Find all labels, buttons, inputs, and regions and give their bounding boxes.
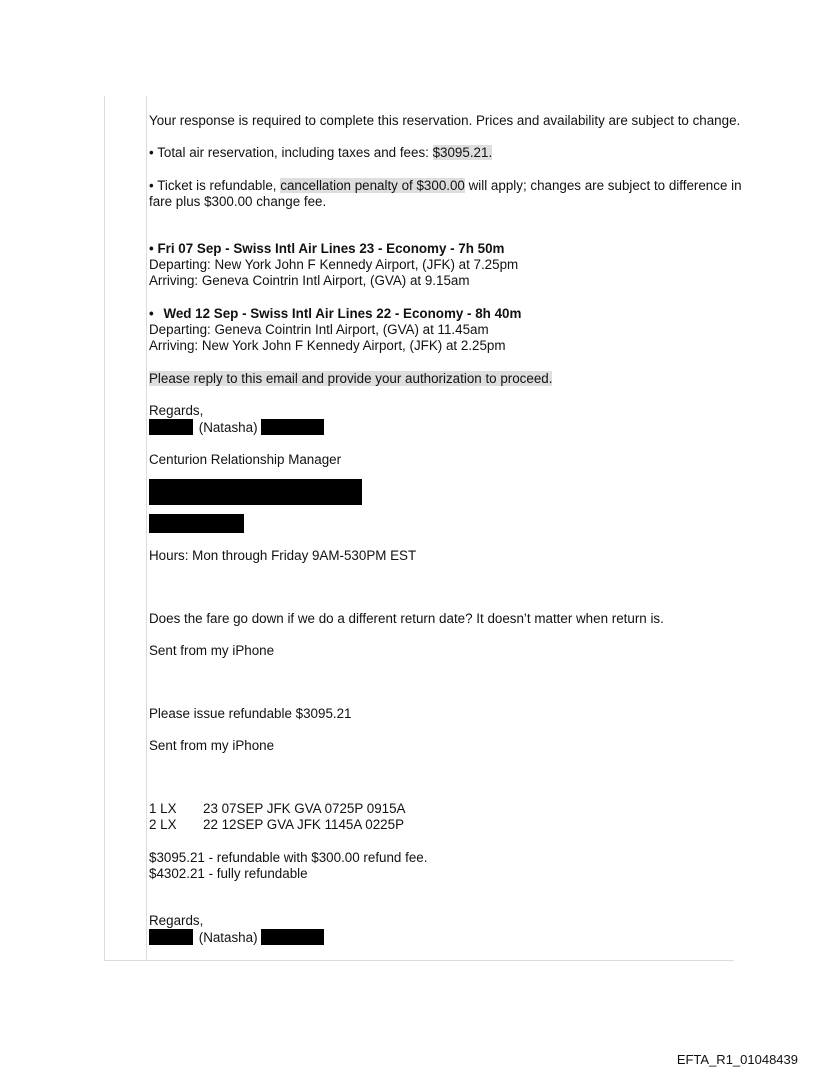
total-amount: $3095.21. <box>432 145 493 160</box>
left-border-inner <box>146 96 147 961</box>
signature-name: (Natasha) <box>198 930 258 945</box>
sent-from-iphone: Sent from my iPhone <box>149 738 275 753</box>
signature-1 <box>149 419 324 436</box>
role-title: Centurion Relationship Manager <box>149 452 342 467</box>
regards-1: Regards, <box>149 403 204 418</box>
total-label: Total air reservation, including taxes and fees: <box>157 145 433 160</box>
refund-line <box>149 178 742 194</box>
flight-arriving: Arriving: New York John F Kennedy Airport, (JFK) at 2.25pm <box>149 338 506 353</box>
refund-prefix: Ticket is refundable, <box>157 178 281 193</box>
refund-suffix: will apply; changes are subject to difference in <box>464 178 742 193</box>
itinerary-detail: 23 07SEP JFK GVA 0725P 0915A <box>203 801 406 816</box>
itinerary-detail: 22 12SEP GVA JFK 1145A 0225P <box>203 817 405 832</box>
document-id: EFTA_R1_01048439 <box>676 1052 798 1067</box>
bullet: • <box>149 145 154 160</box>
signature-2 <box>149 929 324 946</box>
sent-from-iphone: Sent from my iPhone <box>149 643 275 658</box>
issue-request: Please issue refundable $3095.21 <box>149 706 352 721</box>
redaction <box>149 419 193 435</box>
hours-text: Hours: Mon through Friday 9AM-530PM EST <box>149 548 417 563</box>
itinerary-carrier: 2 LX <box>149 817 177 832</box>
flight-departing: Departing: New York John F Kennedy Airport, (JFK) at 7.25pm <box>149 257 519 272</box>
flight-arriving: Arriving: Geneva Cointrin Intl Airport, (GVA) at 9.15am <box>149 273 470 288</box>
refund-line-2: fare plus $300.00 change fee. <box>149 194 327 209</box>
left-border-outer <box>104 96 105 961</box>
flight-departing: Departing: Geneva Cointrin Intl Airport, (GVA) at 11.45am <box>149 322 489 337</box>
flight-title-text: Fri 07 Sep - Swiss Intl Air Lines 23 - Economy - 7h 50m <box>157 241 505 256</box>
total-line <box>149 145 492 161</box>
question-text: Does the fare go down if we do a different return date? It doesn’t matter when return is. <box>149 611 664 626</box>
fare-option: $4302.21 - fully refundable <box>149 866 308 881</box>
redaction <box>149 479 362 505</box>
intro-text: Your response is required to complete this reservation. Prices and availability are subject to change. <box>149 113 741 128</box>
regards-2: Regards, <box>149 913 204 928</box>
authorization-request <box>149 371 552 387</box>
itinerary-row <box>149 801 406 817</box>
flight-title-text: Wed 12 Sep - Swiss Intl Air Lines 22 - Economy - 8h 40m <box>163 306 522 321</box>
redaction <box>261 929 324 945</box>
flight-title <box>149 306 521 322</box>
bullet: • <box>149 306 154 321</box>
redaction <box>261 419 324 435</box>
redaction <box>149 929 193 945</box>
bullet: • <box>149 178 154 193</box>
bottom-border <box>104 960 734 961</box>
itinerary-carrier: 1 LX <box>149 801 177 816</box>
refund-penalty: cancellation penalty of $300.00 <box>280 178 465 193</box>
signature-name: (Natasha) <box>198 420 258 435</box>
bullet: • <box>149 241 154 256</box>
flight-title <box>149 241 504 257</box>
fare-option: $3095.21 - refundable with $300.00 refund fee. <box>149 850 428 865</box>
itinerary-row <box>149 817 404 833</box>
redaction <box>149 514 244 533</box>
authorization-text: Please reply to this email and provide your authorization to proceed. <box>149 371 553 386</box>
